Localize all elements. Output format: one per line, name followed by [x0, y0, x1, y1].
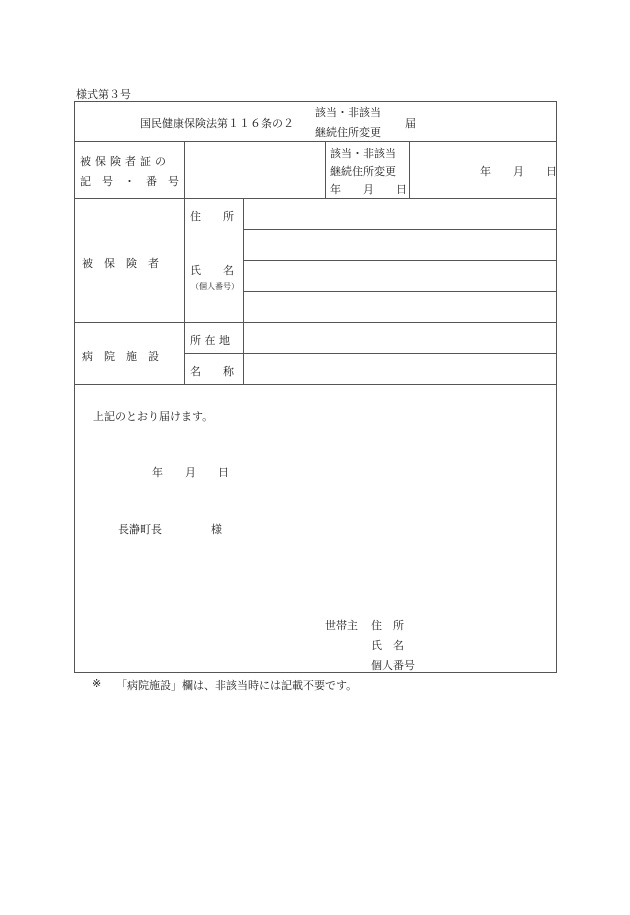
insured-name-label: 氏 名	[190, 264, 234, 277]
householder-name-label: 氏 名	[371, 639, 404, 652]
recipient-honorific: 様	[211, 523, 222, 536]
form-number: 様式第３号	[76, 88, 131, 101]
facility-location-label: 所 在 地	[190, 334, 230, 347]
insurance-card-status-date: 年 月 日	[330, 183, 407, 196]
householder-address-label: 住 所	[371, 619, 404, 632]
householder-id-label: 個人番号	[371, 659, 415, 672]
note-mark: ※	[92, 677, 102, 690]
title-option-address-change: 継続住所変更	[315, 126, 381, 139]
title-suffix: 届	[405, 117, 416, 130]
insured-section-label: 被 保 険 者	[82, 257, 159, 270]
insurance-card-date: 年 月 日	[480, 165, 557, 178]
insurance-card-status-line2: 継続住所変更	[330, 165, 396, 178]
insurance-card-status-line1: 該当・非該当	[330, 147, 396, 160]
householder-label: 世帯主	[325, 619, 358, 632]
declaration-statement: 上記のとおり届けます。	[93, 410, 214, 423]
title-law: 国民健康保険法第１１６条の２	[140, 117, 294, 130]
declaration-date: 年 月 日	[152, 466, 229, 479]
insured-id-sublabel: （個人番号）	[191, 282, 239, 291]
insured-address-label: 住 所	[190, 210, 234, 223]
title-option-applicable: 該当・非該当	[315, 106, 381, 119]
facility-name-label: 名 称	[190, 365, 234, 378]
recipient-name: 長瀞町長	[118, 523, 162, 536]
facility-section-label: 病 院 施 設	[82, 350, 159, 363]
insurance-card-label-line1: 被保険者証の	[80, 155, 170, 168]
note-text: 「病院施設」欄は、非該当時には記載不要です。	[116, 679, 358, 692]
insurance-card-label-line2: 記 号 ・ 番 号	[80, 175, 179, 188]
